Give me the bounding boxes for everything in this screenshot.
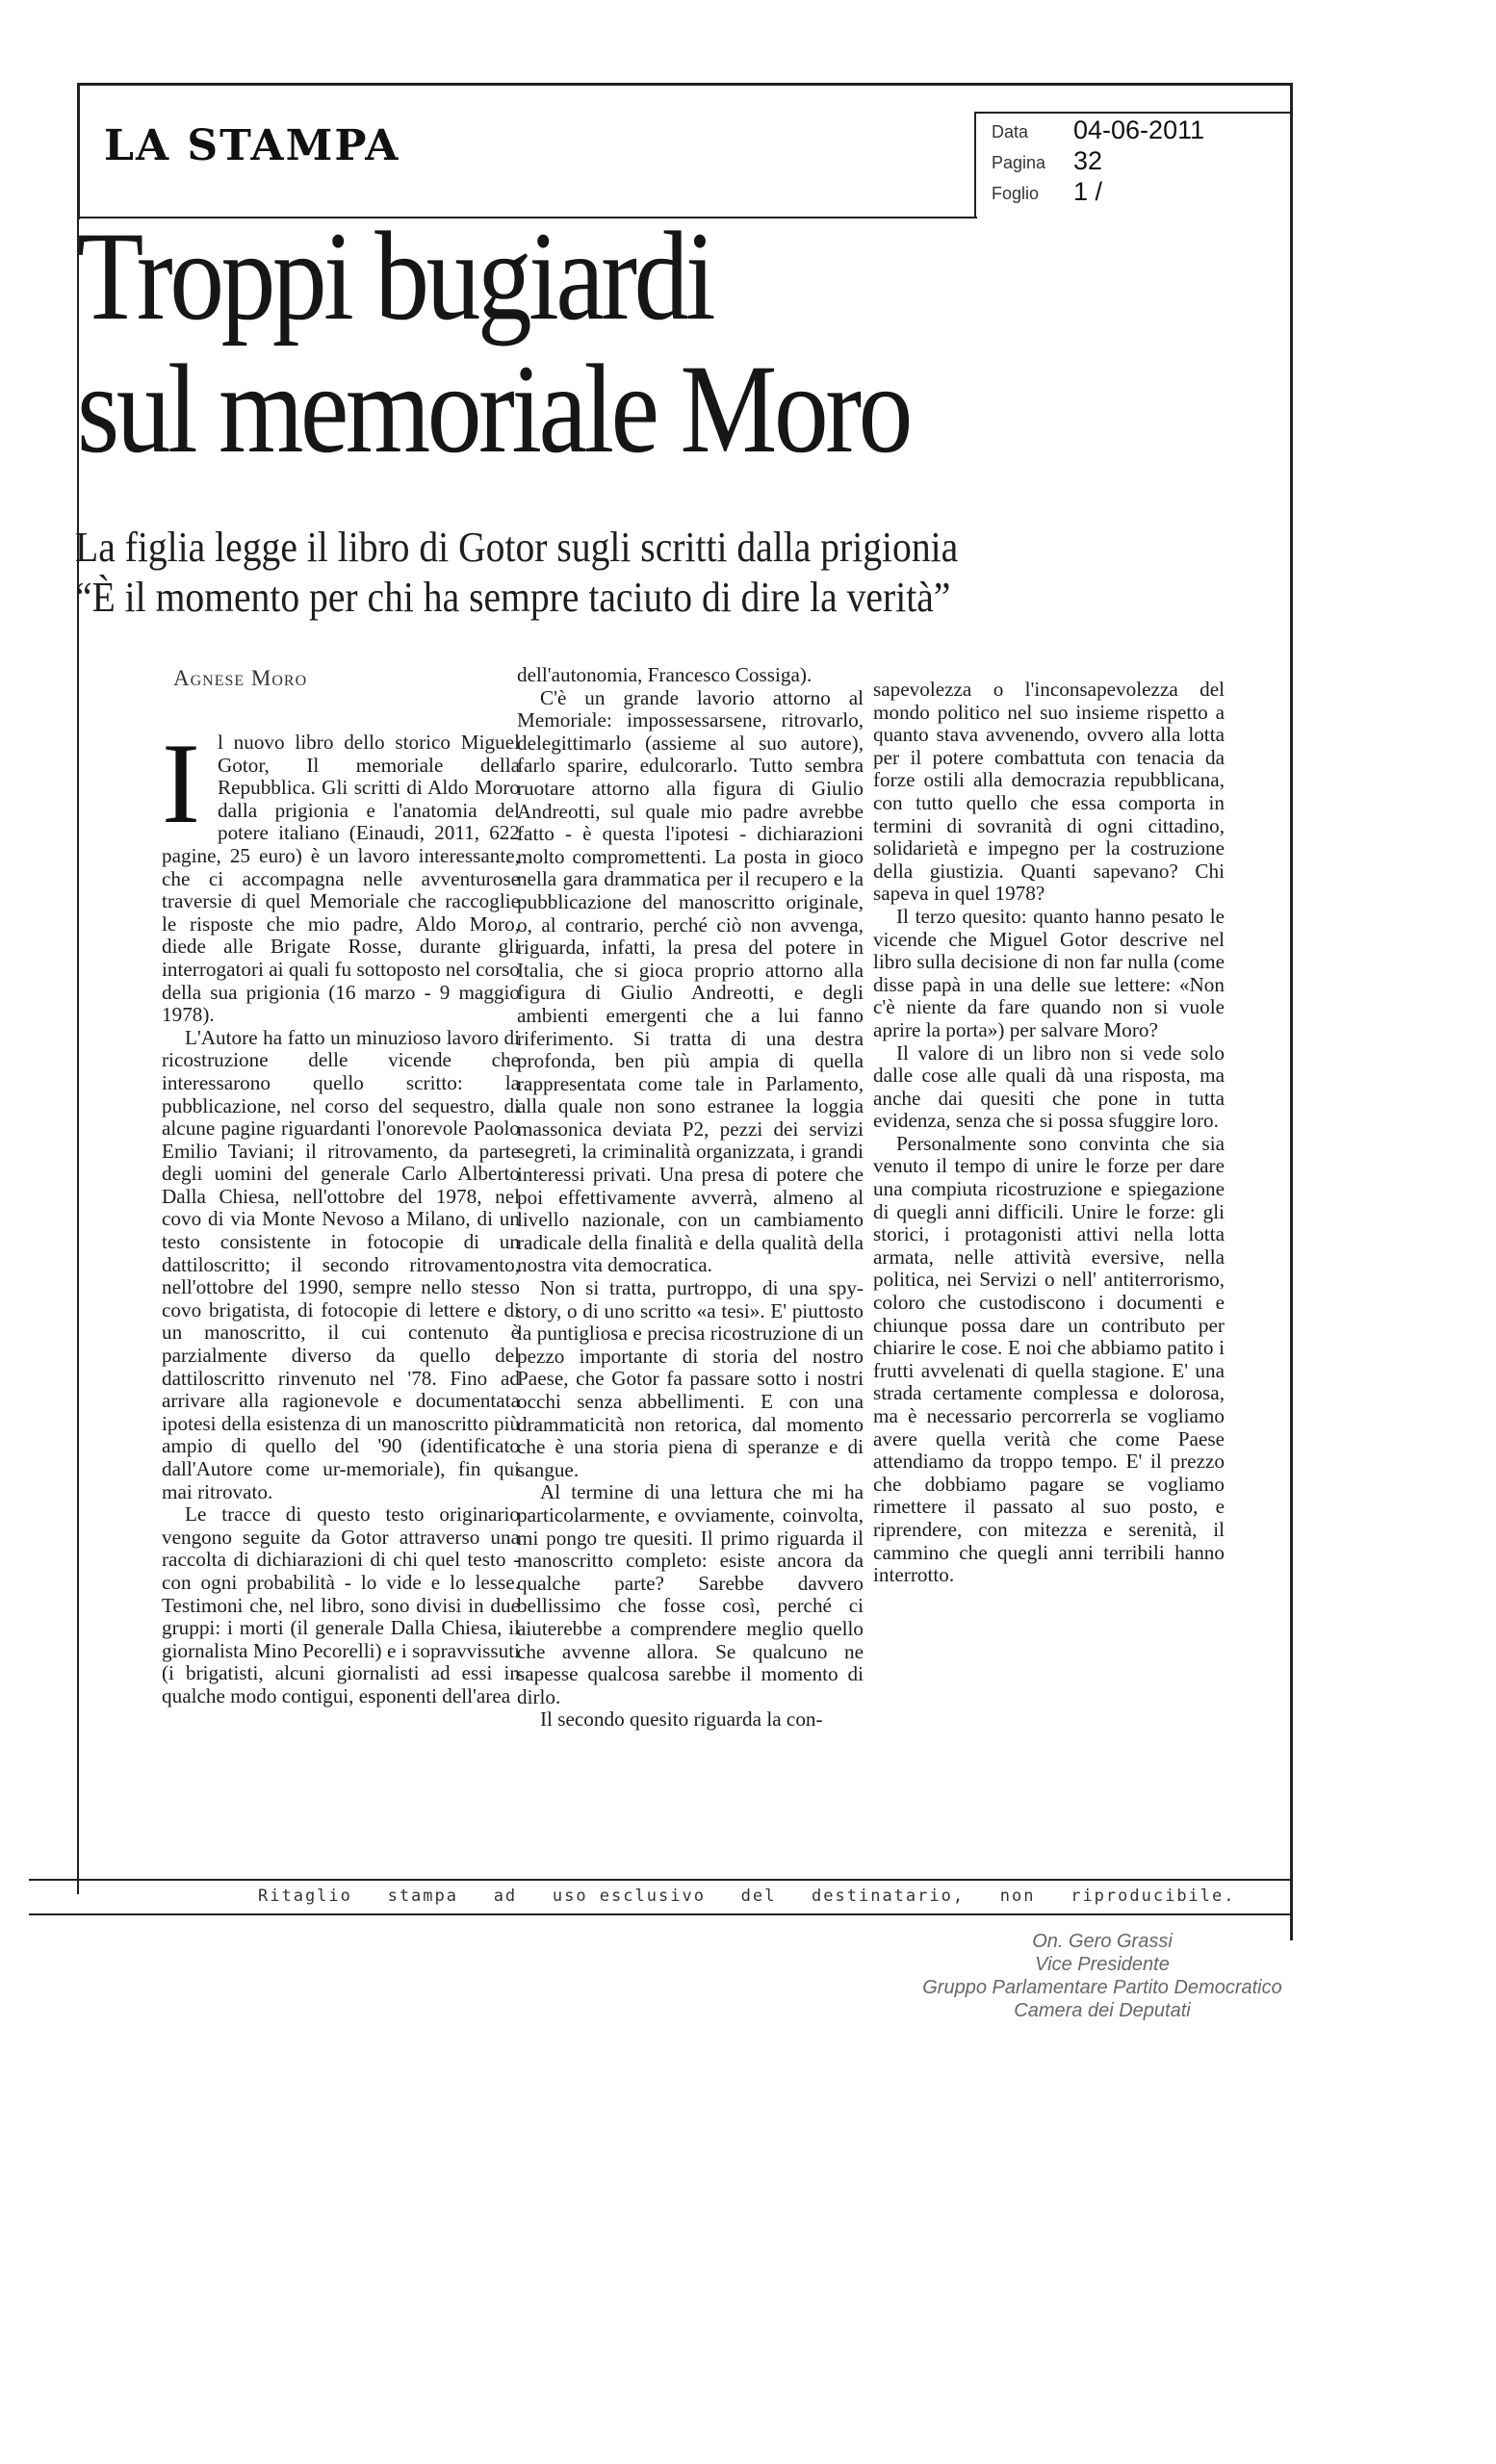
paragraph: Il terzo quesito: quanto hanno pesato le vicende che Miguel Gotor descrive nel libro sulla decisione di non far nulla (come disse papà in una delle sue lettere: «Non c'è niente da fare quando non si vuole aprire la porta») per salvare Moro? [873, 904, 1225, 1041]
paragraph: Personalmente sono convinta che sia venuto il tempo di unire le forze per dare una compiuta ricostruzione e spiegazione di quegli anni difficili. Unire le forze: gli storici, i protagonisti attivi nella lotta armata, nelle attività eversive, nella politica, nei Servizi o nell' antiterrorismo, coloro che custodiscono i documenti e chiunque possa dare un contributo per chiarire le cose. E noi che abbiamo patito i frutti avvelenati di quella stagione. E' una strada certamente complessa e dolorosa, ma è necessario percorrerla se vogliamo avere quella verità che come Paese attendiamo da troppo tempo. E' il prezzo che dobbiamo pagare se vogliamo rimettere il passato al suo posto, e riprendere, con mitezza e serenità, il cammino che quegli anni terribili hanno interrotto. [873, 1131, 1225, 1587]
subtitle [75, 523, 1115, 623]
frame-left-rule [77, 83, 80, 219]
stamp-name: On. Gero Grassi [1032, 1931, 1173, 1952]
article-column-3 [873, 679, 1225, 1587]
paragraph: Non si tratta, purtroppo, di una spy-story, o di uno scritto «a tesi». E' piuttosto la puntigliosa e precisa ricostruzione di un pezzo importante di storia del nostro Paese, che Gotor fa passare sotto i nostri occhi senza abbellimenti. E con una drammaticità non retorica, dal momento che è una storia piena di speranze e di sangue. [517, 1276, 864, 1481]
footer-bottom-rule [29, 1913, 1292, 1915]
meta-box-top-rule [974, 112, 1290, 114]
date-value: 04-06-2011 [1073, 116, 1205, 144]
paragraph: dell'autonomia, Francesco Cossiga). [517, 663, 812, 686]
sheet-label: Foglio [992, 184, 1040, 203]
stamp-role: Vice Presidente [1035, 1954, 1170, 1975]
masthead-name: LA STAMPA [104, 121, 400, 170]
byline: Agnese Moro [173, 666, 308, 690]
page-value: 32 [1073, 146, 1103, 175]
date-label: Data [992, 122, 1029, 141]
subtitle-line-1: La figlia legge il libro di Gotor sugli scritti dalla prigionia [75, 524, 959, 571]
stamp-institution: Camera dei Deputati [1014, 2000, 1191, 2021]
article-column-1 [162, 719, 520, 1708]
paragraph: Le tracce di questo testo originario vengono seguite da Gotor attraverso una raccolta di dichiarazioni di chi quel testo - con ogni probabilità - lo vide e lo lesse. Testimoni che, nel libro, sono divisi in due gruppi: i morti (il generale Dalla Chiesa, il giornalista Mino Pecorelli) e i sopravvissuti (i brigatisti, alcuni giornalisti ad essi in qualche modo contigui, esponenti dell'area [162, 1502, 520, 1707]
paragraph: Il secondo quesito riguarda la con- [540, 1707, 823, 1732]
stamp-group: Gruppo Parlamentare Partito Democratico [922, 1977, 1282, 1998]
paragraph: C'è un grande lavorio attorno al Memoriale: impossessarsene, ritrovarlo, delegittimarlo (assieme al suo autore), farlo sparire, edulcorarlo. Tutto sembra ruotare attorno alla figura di Giulio Andreotti, sul quale mio padre avrebbe fatto - è questa l'ipotesi - dichiarazioni molto compromettenti. La posta in gioco nella gara drammatica per il recupero e la pubblicazione del manoscritto originale, o, al contrario, perché ciò non avvenga, riguarda, infatti, la presa del potere in Italia, che si gioca proprio attorno alla figura di Giulio Andreotti, e degli ambienti emergenti che a lui fanno riferimento. Si tratta di una destra profonda, ben più ampia di quella rappresentata come tale in Parlamento, alla quale non sono estranee la loggia massonica deviata P2, pezzi dei servizi segreti, la criminalità organizzata, i grandi interessi privati. Una presa di potere che poi effettivamente avverrà, almeno al livello nazionale, con un cambiamento radicale della finalità e della qualità della nostra vita democratica. [517, 685, 864, 1277]
drop-cap: I [162, 719, 200, 847]
frame-top-rule [77, 83, 1290, 86]
article-column-2 [517, 664, 864, 1732]
paragraph: L'Autore ha fatto un minuzioso lavoro di ricostruzione delle vicende che interessarono quello scritto: la pubblicazione, nel corso del sequestro, di alcune pagine riguardanti l'onorevole Paolo Emilio Taviani; il ritrovamento, da parte degli uomini del generale Carlo Alberto Dalla Chiesa, nell'ottobre del 1978, nel covo di via Monte Nevoso a Milano, di un testo consistente in fotocopie di un dattiloscritto; il secondo ritrovamento, nell'ottobre del 1990, sempre nello stesso covo brigatista, di fotocopie di lettere e di un manoscritto, il cui contenuto è parzialmente diverso da quello del dattiloscritto rinvenuto nel '78. Fino ad arrivare alla ragionevole e documentata ipotesi della esistenza di un manoscritto più ampio di quello del '90 (identificato dall'Autore come ur-memoriale), fin qui mai ritrovato. [162, 1025, 520, 1503]
headline [77, 205, 1029, 479]
paragraph: Al termine di una lettura che mi ha particolarmente, e ovviamente, coinvolta, mi pongo tre quesiti. Il primo riguarda il manoscritto completo: esiste ancora da qualche parte? Sarebbe davvero bellissimo che fosse così, perché ci aiuterebbe a comprendere meglio quello che avvenne allora. Se qualcuno ne sapesse qualcosa sarebbe il momento di dirlo. [517, 1480, 864, 1708]
page-label: Pagina [992, 153, 1046, 172]
frame-right-rule [1290, 83, 1293, 1940]
paragraph: Il valore di un libro non si vede solo dalle cose alle quali dà una risposta, ma anche dai quesiti che pone in tutta evidenza, senza che si possa sfuggire loro. [873, 1040, 1225, 1133]
sheet-value: 1 / [1073, 177, 1103, 206]
footer-top-rule [29, 1879, 1292, 1881]
meta-box-left-rule [974, 112, 976, 218]
office-stamp [900, 1930, 1304, 2022]
paragraph: l nuovo libro dello storico Miguel Gotor, Il memoriale della Repubblica. Gli scritti di Aldo Moro dalla prigionia e l'anatomia del potere italiano (Einaudi, 2011, 622 pagine, 25 euro) è un lavoro interessante, che ci accompagna nelle avventurose traversie di quel Memoriale che raccoglie le risposte che mio padre, Aldo Moro, diede alle Brigate Rosse, durante gli interrogatori ai quali fu sottoposto nel corso della sua prigionia (16 marzo - 9 maggio 1978). [162, 731, 520, 1027]
clipping-notice: Ritaglio stampa ad uso esclusivo del destinatario, non riproducibile. [258, 1886, 1236, 1906]
subtitle-line-2: “È il momento per chi ha sempre taciuto di dire la verità” [75, 574, 951, 621]
paragraph: sapevolezza o l'inconsapevolezza del mondo politico nel suo insieme rispetto a quanto stava avvenendo, ovvero alla lotta per il potere combattuta con tenacia da forze ostili alla democrazia repubblicana, con tutto quello che essa comporta in termini di sovranità di ogni cittadino, solidarietà e impegno per la costruzione della giustizia. Quanti sapevano? Chi sapeva in quel 1978? [873, 678, 1225, 906]
headline-line-2: sul memoriale Moro [77, 338, 910, 479]
headline-line-1: Troppi bugiardi [77, 205, 713, 346]
